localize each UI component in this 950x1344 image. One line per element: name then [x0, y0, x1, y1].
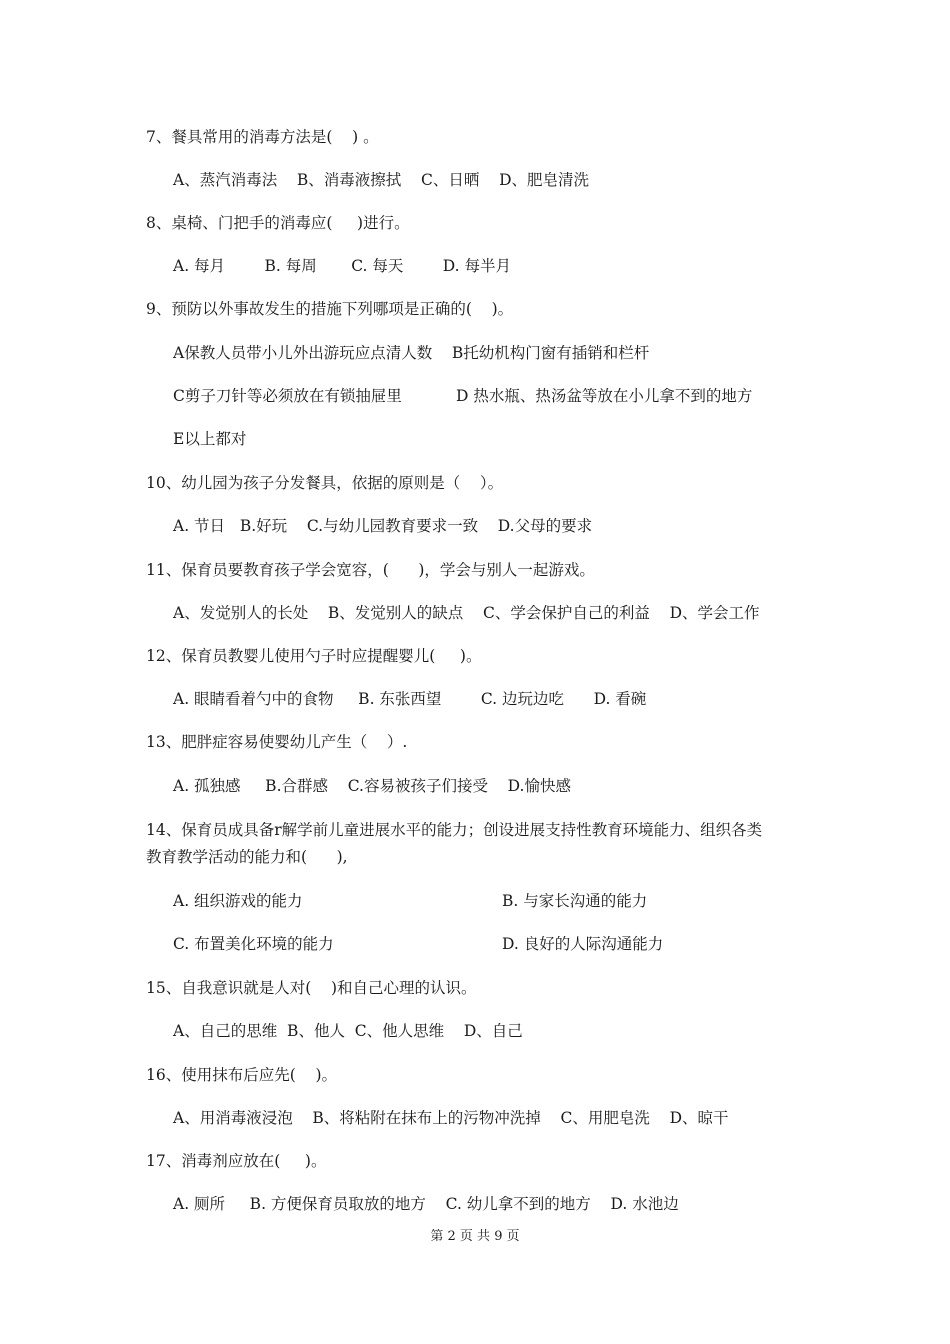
question-13-options: A. 孤独感 B.合群感 C.容易被孩子们接受 D.愉快感 — [173, 777, 571, 795]
question-7-options: A、蒸汽消毒法 B、消毒液擦拭 C、日晒 D、肥皂清洗 — [173, 171, 589, 189]
question-14-option-b: B. 与家长沟通的能力 — [502, 892, 648, 910]
question-8-options: A. 每月 B. 每周 C. 每天 D. 每半月 — [173, 257, 512, 275]
question-10-options: A. 节日 B.好玩 C.与幼儿园教育要求一致 D.父母的要求 — [173, 517, 593, 535]
question-11: 11、保育员要教育孩子学会宽容，( )，学会与别人一起游戏。 — [146, 561, 595, 579]
question-16: 16、使用抹布后应先( )。 — [146, 1066, 338, 1084]
question-15-options: A、自己的思维 B、他人 C、他人思维 D、自己 — [173, 1022, 523, 1040]
question-12-options: A. 眼睛看着勺中的食物 B. 东张西望 C. 边玩边吃 D. 看碗 — [173, 690, 647, 708]
question-11-options: A、发觉别人的长处 B、发觉别人的缺点 C、学会保护自己的利益 D、学会工作 — [173, 604, 760, 622]
question-17: 17、消毒剂应放在( )。 — [146, 1152, 327, 1170]
question-9-options-2: C剪子刀针等必须放在有锁抽屉里 D 热水瓶、热汤盆等放在小儿拿不到的地方 — [173, 387, 753, 405]
question-14-cont: 教育教学活动的能力和( ), — [146, 848, 348, 866]
question-9-options-1: A保教人员带小儿外出游玩应点清人数 B托幼机构门窗有插销和栏杆 — [173, 344, 650, 362]
question-14-option-a: A. 组织游戏的能力 — [173, 892, 303, 910]
question-14: 14、保育员成具备r解学前儿童进展水平的能力；创设进展支持性教育环境能力、组织各类 — [146, 821, 763, 839]
question-15: 15、自我意识就是人对( )和自己心理的认识。 — [146, 979, 477, 997]
question-8: 8、桌椅、门把手的消毒应( )进行。 — [146, 214, 410, 232]
question-10: 10、幼儿园为孩子分发餐具，依据的原则是（ ）。 — [146, 474, 504, 492]
question-9-options-3: E以上都对 — [173, 430, 247, 448]
question-14-option-c: C. 布置美化环境的能力 — [173, 935, 334, 953]
question-14-option-d: D. 良好的人际沟通能力 — [502, 935, 664, 953]
question-16-options: A、用消毒液浸泡 B、将粘附在抹布上的污物冲洗掉 C、用肥皂洗 D、晾干 — [173, 1109, 729, 1127]
page-footer: 第 2 页 共 9 页 — [430, 1229, 520, 1244]
question-9: 9、预防以外事故发生的措施下列哪项是正确的( )。 — [146, 300, 514, 318]
question-17-options: A. 厕所 B. 方便保育员取放的地方 C. 幼儿拿不到的地方 D. 水池边 — [173, 1195, 679, 1213]
question-13: 13、肥胖症容易使婴幼儿产生（ ）. — [146, 733, 408, 751]
question-12: 12、保育员教婴儿使用勺子时应提醒婴儿( )。 — [146, 647, 482, 665]
question-7: 7、餐具常用的消毒方法是( ) 。 — [146, 128, 379, 146]
